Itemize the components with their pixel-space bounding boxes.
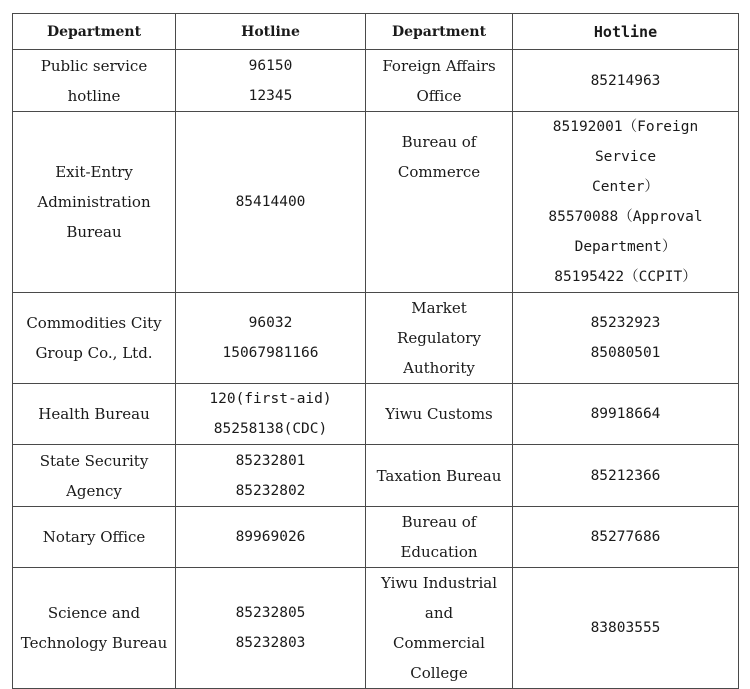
hotline-cell: [176, 112, 366, 293]
department-cell: [366, 445, 513, 507]
table-row: [13, 293, 739, 384]
department-cell: [366, 112, 513, 293]
department-cell: [366, 568, 513, 689]
hotline-table: [12, 13, 739, 689]
table-row: [13, 445, 739, 507]
hotline-cell: [513, 112, 739, 293]
department-name: Science and: [47, 604, 141, 622]
table-body: [13, 50, 739, 689]
department-name: Agency: [66, 481, 122, 500]
hotline-number: 85232805: [235, 605, 306, 621]
department-name: Administration: [37, 193, 151, 211]
hotline-number: 83803555: [590, 620, 661, 636]
department-name: hotline: [67, 86, 121, 105]
hotline-number: 85414400: [235, 194, 306, 210]
table-row: [13, 507, 739, 568]
hotline-number: 120(first-aid): [209, 391, 332, 407]
department-cell: [13, 112, 176, 293]
hotline-number: 85277686: [590, 529, 661, 545]
department-name: Taxation Bureau: [376, 466, 502, 485]
table-header: [13, 14, 739, 50]
header-department-left: Department: [13, 14, 176, 50]
hotline-cell: [513, 293, 739, 384]
hotline-number: 12345: [248, 87, 293, 104]
department-name: Commercial: [393, 634, 485, 652]
hotline-number: 96032: [248, 315, 293, 331]
department-name: Market Regulatory: [397, 299, 481, 347]
department-cell: [13, 293, 176, 384]
department-cell: [13, 445, 176, 507]
hotline-cell: [176, 384, 366, 445]
department-name: Commerce: [397, 163, 481, 181]
department-name: Yiwu Industrial and: [381, 574, 497, 622]
hotline-number: 85232923: [590, 315, 661, 331]
hotline-cell: [513, 507, 739, 568]
hotline-cell: [176, 445, 366, 507]
hotline-number: 85258138(CDC): [213, 421, 328, 437]
department-name: Public service: [40, 56, 148, 75]
department-cell: [13, 50, 176, 112]
department-name: Yiwu Customs: [385, 405, 493, 423]
department-name: Foreign Affairs: [382, 56, 496, 75]
department-name: Bureau of: [401, 513, 477, 531]
hotline-number: 85570088（Approval: [548, 209, 703, 225]
hotline-number: Department）: [574, 239, 677, 255]
hotline-number: 85212366: [590, 467, 661, 484]
hotline-number: 85232802: [235, 482, 306, 499]
hotline-cell: [513, 445, 739, 507]
header-hotline-left: Hotline: [176, 14, 366, 50]
hotline-number: 89918664: [590, 406, 661, 422]
hotline-number: Center）: [592, 179, 659, 195]
hotline-number: 85080501: [590, 345, 661, 361]
department-name: Authority: [403, 359, 475, 377]
table-row: [13, 568, 739, 689]
hotline-cell: [513, 50, 739, 112]
department-cell: [366, 507, 513, 568]
hotline-cell: [176, 568, 366, 689]
department-cell: [13, 507, 176, 568]
department-name: Bureau of: [401, 133, 477, 151]
department-cell: [366, 384, 513, 445]
hotline-number: 85195422（CCPIT）: [554, 269, 697, 285]
department-name: Commodities City: [26, 314, 162, 332]
hotline-number: 85232803: [235, 635, 306, 651]
hotline-cell: [513, 384, 739, 445]
department-name: Technology Bureau: [20, 634, 168, 652]
hotline-number: 15067981166: [222, 345, 319, 361]
table-row: [13, 384, 739, 445]
department-name: Notary Office: [42, 528, 146, 546]
hotline-number: 85232801: [235, 452, 306, 469]
department-cell: [366, 293, 513, 384]
hotline-cell: [176, 50, 366, 112]
department-cell: [366, 50, 513, 112]
hotline-cell: [176, 293, 366, 384]
department-name: State Security: [39, 451, 149, 470]
department-cell: [13, 384, 176, 445]
hotline-cell: [176, 507, 366, 568]
department-name: Exit-Entry: [55, 163, 133, 181]
department-name: Office: [416, 86, 462, 105]
hotline-number: 85214963: [590, 72, 661, 89]
table-row: [13, 50, 739, 112]
department-name: Health Bureau: [38, 405, 150, 423]
department-name: Group Co., Ltd.: [35, 344, 153, 362]
header-department-right: Department: [366, 14, 513, 50]
hotline-cell: [513, 568, 739, 689]
department-cell: [13, 568, 176, 689]
header-hotline-right: Hotline: [513, 14, 739, 50]
hotline-number: 85192001（Foreign Service: [552, 119, 699, 165]
department-name: Bureau: [66, 223, 122, 241]
hotline-number: 96150: [248, 57, 293, 74]
department-name: Education: [400, 543, 478, 561]
hotline-number: 89969026: [235, 529, 306, 545]
department-name: College: [410, 664, 468, 682]
table-row: [13, 112, 739, 293]
